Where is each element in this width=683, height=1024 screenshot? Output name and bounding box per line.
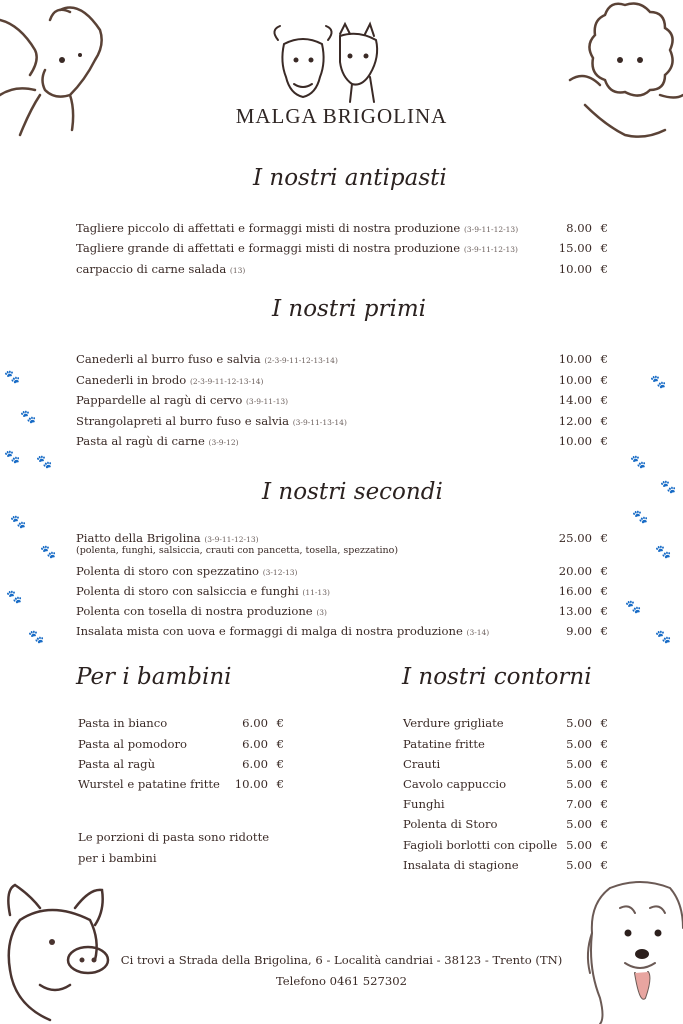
item-name: Wurstel e patatine fritte (78, 777, 220, 791)
currency-symbol: € (600, 584, 608, 598)
item-allergens: (2-3-9-11-12-13-14) (264, 356, 338, 365)
item-price: 5.00 (566, 858, 592, 872)
item-name: Pasta al pomodoro (78, 737, 188, 751)
item-name: carpaccio di carne salada (76, 262, 227, 276)
cow-llama-logo (270, 22, 410, 104)
currency-symbol: € (600, 262, 608, 276)
item-allergens: (3-9-11-12-13) (463, 225, 519, 234)
currency-symbol: € (600, 434, 608, 448)
item-name: Pasta al ragù (78, 757, 156, 771)
item-price: 9.00 (566, 624, 592, 638)
secondi-title: I nostri secondi (262, 479, 443, 505)
currency-symbol: € (276, 757, 284, 771)
item-allergens: (3) (316, 608, 327, 617)
currency-symbol: € (600, 737, 608, 751)
item-price: 5.00 (566, 777, 592, 791)
note-line: per i bambini (78, 851, 157, 865)
dog-illustration (580, 878, 683, 1024)
currency-symbol: € (600, 858, 608, 872)
item-allergens: (3-9-11-12-13) (463, 245, 518, 254)
currency-symbol: € (600, 531, 608, 545)
currency-symbol: € (600, 757, 608, 771)
item-name: Polenta di storo con spezzatino (76, 564, 260, 578)
item-name: Canederli in brodo (76, 373, 187, 387)
item-allergens: (2-3-9-11-12-13-14) (189, 377, 264, 386)
item-name: Polenta di Storo (403, 817, 498, 831)
note-line: Le porzioni di pasta sono ridotte (78, 830, 270, 844)
item-name: Insalata di stagione (403, 858, 519, 872)
currency-symbol: € (600, 797, 608, 811)
item-price: 5.00 (566, 757, 592, 771)
item-price: 15.00 (558, 241, 592, 255)
item-allergens: (3-14) (466, 628, 490, 637)
item-name: Crauti (403, 757, 441, 771)
item-name: Pasta al ragù di carne (76, 434, 205, 448)
contorni-title: I nostri contorni (402, 664, 592, 690)
item-name: Insalata mista con uova e formaggi di malga di nostra produzione (76, 624, 463, 638)
bambini-note (78, 827, 269, 869)
currency-symbol: € (276, 777, 284, 791)
currency-symbol: € (600, 564, 608, 578)
currency-symbol: € (600, 838, 608, 852)
item-price: 12.00 (558, 414, 592, 428)
currency-symbol: € (276, 716, 284, 730)
item-price: 5.00 (566, 716, 592, 730)
currency-symbol: € (600, 624, 608, 638)
antipasti-title: I nostri antipasti (253, 165, 447, 191)
item-price: 5.00 (566, 737, 592, 751)
currency-symbol: € (600, 393, 608, 407)
sheep-illustration (565, 0, 683, 140)
item-price: 7.00 (566, 797, 592, 811)
currency-symbol: € (600, 373, 608, 387)
item-name: Fagioli borlotti con cipolle (403, 838, 558, 852)
item-price: 10.00 (558, 434, 592, 448)
item-name: Cavolo cappuccio (403, 777, 507, 791)
item-price: 13.00 (558, 604, 592, 618)
item-allergens: (3-9-11-13-14) (292, 418, 347, 427)
item-name: Funghi (403, 797, 445, 811)
item-price: 5.00 (566, 817, 592, 831)
currency-symbol: € (600, 241, 608, 255)
item-name: Pasta in bianco (78, 716, 168, 730)
item-allergens: (3-9-11-13) (246, 397, 289, 406)
item-allergens: (13) (229, 266, 246, 275)
menu-item (76, 531, 608, 559)
currency-symbol: € (276, 737, 284, 751)
item-name: Verdure grigliate (403, 716, 504, 730)
item-price: 6.00 (242, 716, 268, 730)
item-name: Tagliere piccolo di affettati e formaggi misti di nostra produzione (76, 221, 461, 235)
item-price: 20.00 (558, 564, 592, 578)
bambini-title: Per i bambini (76, 664, 232, 690)
item-name: Polenta di storo con salsiccia e funghi (76, 584, 299, 598)
item-price: 16.00 (558, 584, 592, 598)
item-allergens: (3-9-11-12-13) (204, 535, 259, 544)
currency-symbol: € (600, 817, 608, 831)
currency-symbol: € (600, 604, 608, 618)
item-price: 25.00 (558, 531, 592, 545)
item-price: 10.00 (558, 352, 592, 366)
footer-address: Ci trovi a Strada della Brigolina, 6 - Località candriai - 38123 - Trento (TN) (120, 953, 563, 967)
item-price: 5.00 (566, 838, 592, 852)
item-price: 10.00 (558, 262, 592, 276)
currency-symbol: € (600, 777, 608, 791)
item-price: 8.00 (566, 221, 592, 235)
item-price: 14.00 (558, 393, 592, 407)
item-name: Piatto della Brigolina (76, 531, 201, 545)
primi-title: I nostri primi (272, 296, 427, 322)
item-price: 6.00 (242, 737, 268, 751)
item-name: Patatine fritte (403, 737, 485, 751)
brand-name: MALGA BRIGOLINA (235, 104, 448, 128)
item-name: Polenta con tosella di nostra produzione (76, 604, 313, 618)
item-allergens: (11-13) (302, 588, 330, 597)
item-price: 10.00 (558, 373, 592, 387)
item-price: 6.00 (242, 757, 268, 771)
item-allergens: (3-12-13) (262, 568, 298, 577)
item-name: Canederli al burro fuso e salvia (76, 352, 261, 366)
item-name: Pappardelle al ragù di cervo (76, 393, 243, 407)
item-name: Tagliere grande di affettati e formaggi misti di nostra produzione (76, 241, 461, 255)
item-description: (polenta, funghi, salsiccia, crauti con pancetta, tosella, spezzatino) (76, 545, 399, 556)
item-price: 10.00 (234, 777, 268, 791)
currency-symbol: € (600, 716, 608, 730)
currency-symbol: € (600, 221, 608, 235)
currency-symbol: € (600, 352, 608, 366)
item-name: Strangolapreti al burro fuso e salvia (76, 414, 290, 428)
footer-phone: Telefono 0461 527302 (275, 974, 408, 988)
item-allergens: (3-9-12) (208, 438, 239, 447)
currency-symbol: € (600, 414, 608, 428)
